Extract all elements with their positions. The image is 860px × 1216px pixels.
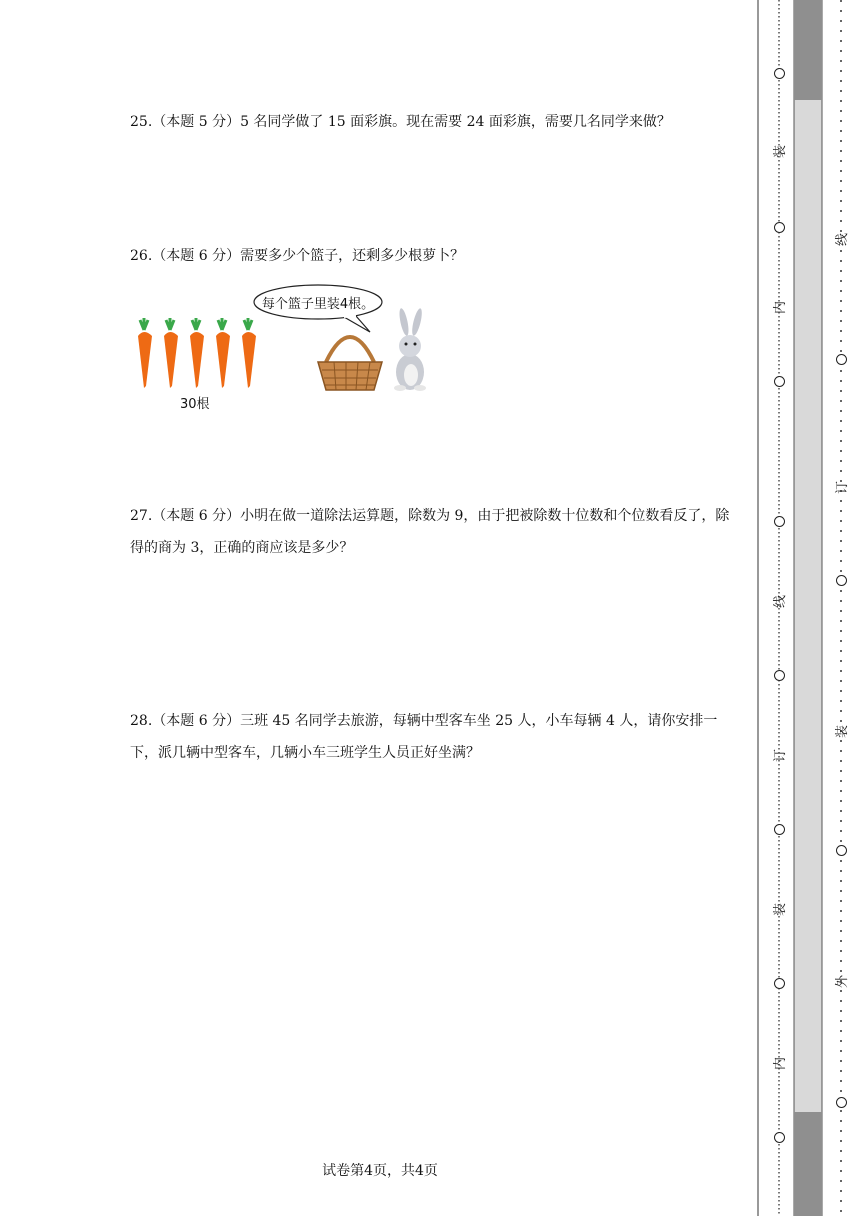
- question-score: （本题 5 分）: [152, 114, 241, 130]
- circle-icon: [774, 824, 785, 835]
- carrots-icon: [138, 318, 256, 388]
- circle-icon: [774, 670, 785, 681]
- circle-icon: [774, 68, 785, 79]
- question-number: 26.: [130, 248, 153, 264]
- binding-margin: [756, 0, 860, 1216]
- margin-word-inner: 线: [773, 594, 789, 609]
- margin-word-outer: 订: [835, 480, 851, 495]
- circle-icon: [774, 978, 785, 989]
- margin-word-inner: 内: [773, 300, 789, 315]
- circle-icon: [836, 575, 847, 586]
- circle-icon: [836, 354, 847, 365]
- question-number: 28.: [130, 713, 153, 729]
- margin-word-inner: 装: [773, 144, 789, 159]
- question-score: （本题 6 分）: [152, 713, 241, 729]
- question-text: 5 名同学做了 15 面彩旗。现在需要 24 面彩旗，需要几名同学来做？: [240, 114, 671, 130]
- circle-icon: [774, 516, 785, 527]
- rabbit-icon: [394, 308, 426, 391]
- margin-word-outer: 外: [835, 974, 851, 989]
- speech-bubble-text: 每个篮子里装4根。: [261, 297, 375, 312]
- circle-icon: [774, 222, 785, 233]
- question-text: 三班 45 名同学去旅游，每辆中型客车坐 25 人，小车每辆 4 人，请你安排一下，派几辆中型客车，几辆小车三班学生人员正好坐满？: [130, 713, 718, 761]
- question-27: [130, 500, 730, 564]
- question-number: 25.: [130, 114, 153, 130]
- circle-icon: [836, 845, 847, 856]
- carrot-label: 30根: [180, 397, 210, 412]
- carrot-basket-figure: [130, 282, 450, 412]
- question-text: 需要多少个篮子，还剩多少根萝卜？: [240, 248, 465, 264]
- question-score: （本题 6 分）: [152, 508, 241, 524]
- margin-word-inner: 订: [773, 748, 789, 763]
- margin-word-inner: 装: [773, 902, 789, 917]
- question-25: [130, 106, 730, 138]
- margin-word-outer: 装: [835, 724, 851, 739]
- question-score: （本题 6 分）: [152, 248, 241, 264]
- question-26: [130, 240, 730, 272]
- margin-word-inner: 内: [773, 1056, 789, 1071]
- margin-word-outer: 线: [835, 232, 851, 247]
- basket-icon: [318, 337, 382, 390]
- circle-icon: [774, 376, 785, 387]
- circle-icon: [836, 1097, 847, 1108]
- question-28: [130, 705, 730, 769]
- question-text: 小明在做一道除法运算题，除数为 9，由于把被除数十位数和个位数看反了，除得的商为 3，正确的商应该是多少？: [130, 508, 730, 556]
- page-footer: 试卷第4页，共4页: [322, 1163, 438, 1179]
- circle-icon: [774, 1132, 785, 1143]
- question-number: 27.: [130, 508, 153, 524]
